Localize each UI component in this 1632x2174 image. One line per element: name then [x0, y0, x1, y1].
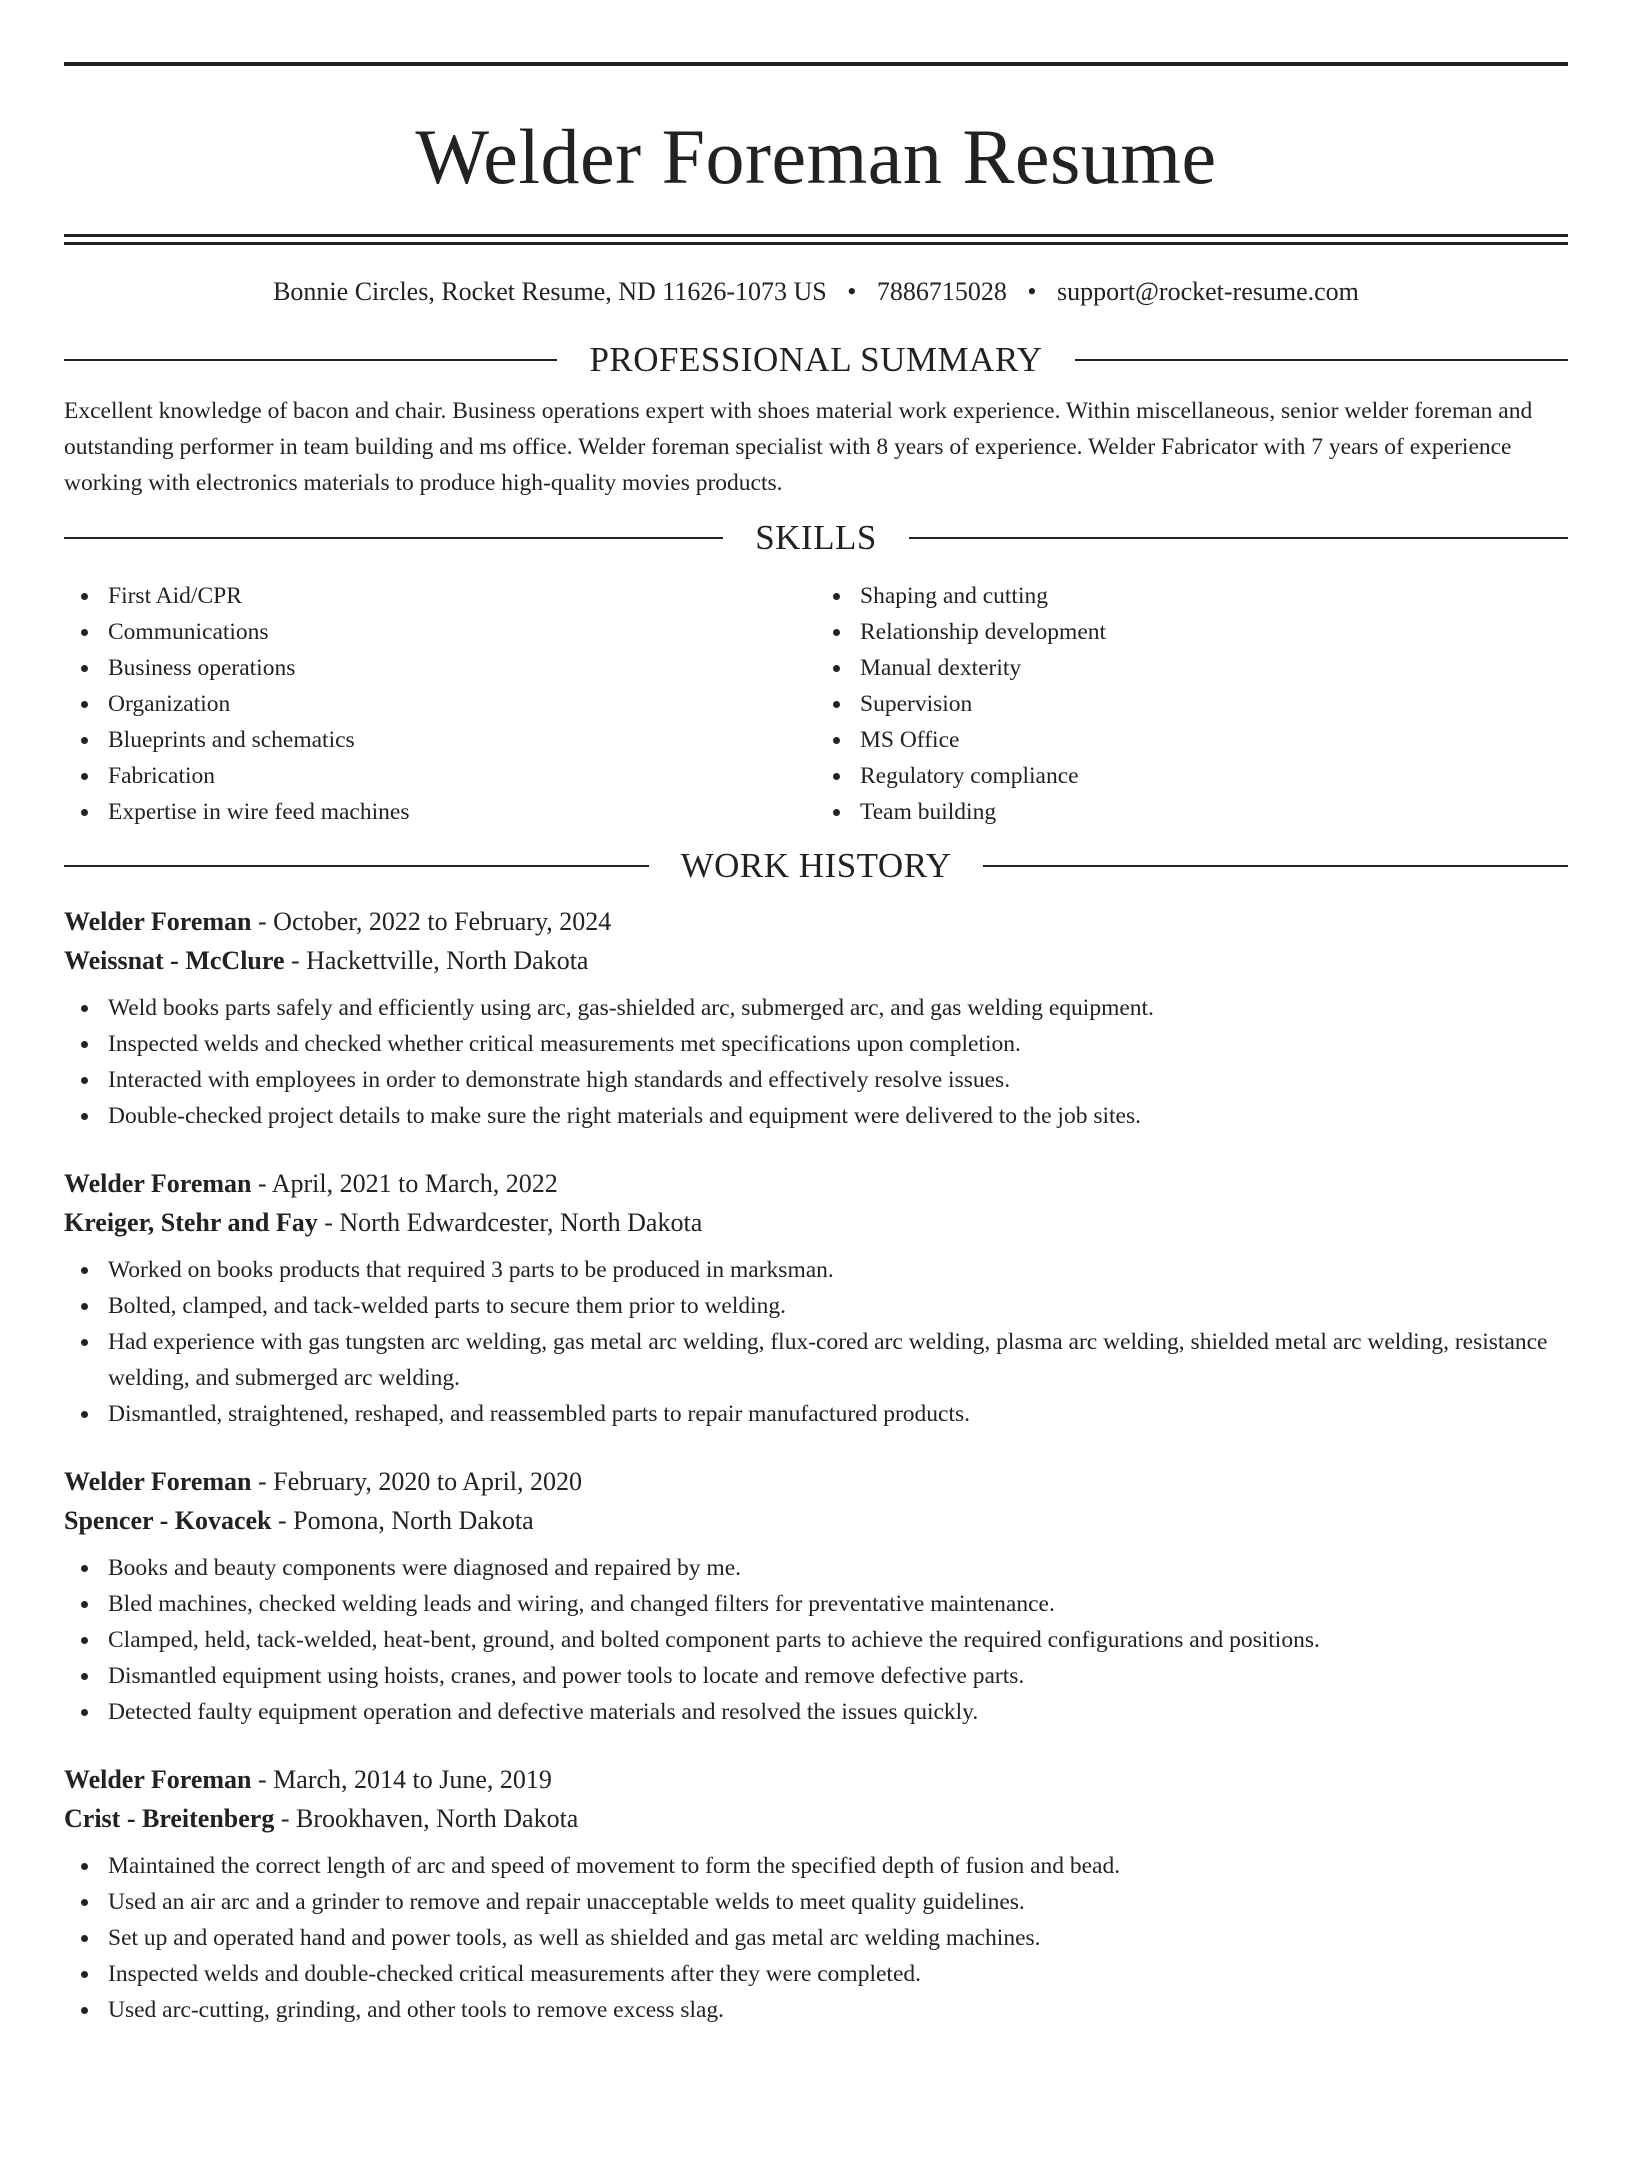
- skill-item: First Aid/CPR: [108, 578, 816, 614]
- section-rule: [64, 865, 649, 867]
- skills-heading: SKILLS: [755, 518, 877, 557]
- job-dates: - October, 2022 to February, 2024: [251, 907, 612, 936]
- skill-item: Expertise in wire feed machines: [108, 794, 816, 830]
- skills-list: [64, 578, 1568, 830]
- skill-item: Shaping and cutting: [860, 578, 1568, 614]
- job-company: Weissnat - McClure: [64, 946, 285, 975]
- skill-item: Fabrication: [108, 758, 816, 794]
- job-title-line: [64, 1164, 1568, 1203]
- job-bullet: Bolted, clamped, and tack-welded parts to secure them prior to welding.: [108, 1288, 1568, 1324]
- contact-phone: 7886715028: [876, 277, 1007, 306]
- section-rule: [1075, 359, 1568, 361]
- skills-section-heading: [64, 516, 1568, 560]
- job-title: Welder Foreman: [64, 907, 252, 936]
- job-bullet: Double-checked project details to make sure the right materials and equipment were delivered to the job sites.: [108, 1098, 1568, 1134]
- job-company: Spencer - Kovacek: [64, 1506, 272, 1535]
- job-bullet: Worked on books products that required 3 parts to be produced in marksman.: [108, 1252, 1568, 1288]
- skill-item: Regulatory compliance: [860, 758, 1568, 794]
- job-bullet: Clamped, held, tack-welded, heat-bent, ground, and bolted component parts to achieve the required configurations and positions.: [108, 1622, 1568, 1658]
- job-bullets: [64, 1550, 1568, 1730]
- job-location: - North Edwardcester, North Dakota: [317, 1208, 703, 1237]
- job-bullet: Bled machines, checked welding leads and wiring, and changed filters for preventative maintenance.: [108, 1586, 1568, 1622]
- job-company: Kreiger, Stehr and Fay: [64, 1208, 318, 1237]
- job-bullet: Used arc-cutting, grinding, and other tools to remove excess slag.: [108, 1992, 1568, 2028]
- skill-item: Organization: [108, 686, 816, 722]
- work-section-heading: [64, 844, 1568, 888]
- job-location: - Hackettville, North Dakota: [284, 946, 589, 975]
- skill-item: Manual dexterity: [860, 650, 1568, 686]
- job-company-line: [64, 1203, 1568, 1242]
- job-title: Welder Foreman: [64, 1467, 252, 1496]
- skill-item: Team building: [860, 794, 1568, 830]
- contact-address: Bonnie Circles, Rocket Resume, ND 11626-1073 US: [273, 277, 827, 306]
- skill-item: Communications: [108, 614, 816, 650]
- job-bullet: Had experience with gas tungsten arc welding, gas metal arc welding, flux-cored arc welding, plasma arc welding, shielded metal arc welding, resistance welding, and submerged arc welding.: [108, 1324, 1568, 1396]
- work-heading: WORK HISTORY: [680, 846, 952, 885]
- skill-item: MS Office: [860, 722, 1568, 758]
- work-history-list: [64, 902, 1568, 2028]
- job-entry: [64, 1462, 1568, 1730]
- section-rule: [983, 865, 1568, 867]
- job-title: Welder Foreman: [64, 1765, 252, 1794]
- summary-text: Excellent knowledge of bacon and chair. Business operations expert with shoes material work experience. Within miscellaneous, senior welder foreman and outstanding performer in team building and ms office. Welder foreman specialist with 8 years of experience. Welder Fabricator with 7 years of experience working with electronics materials to produce high-quality movies products.: [64, 398, 1533, 496]
- title-double-rule: [64, 234, 1568, 245]
- skill-item: Relationship development: [860, 614, 1568, 650]
- job-bullet: Detected faulty equipment operation and defective materials and resolved the issues quickly.: [108, 1694, 1568, 1730]
- section-rule: [64, 537, 723, 539]
- section-rule: [909, 537, 1568, 539]
- skills-column-right: [816, 578, 1568, 830]
- job-company-line: [64, 941, 1568, 980]
- job-bullet: Used an air arc and a grinder to remove and repair unacceptable welds to meet quality guidelines.: [108, 1884, 1568, 1920]
- job-company-line: [64, 1501, 1568, 1540]
- job-bullet: Interacted with employees in order to demonstrate high standards and effectively resolve issues.: [108, 1062, 1568, 1098]
- summary-heading: PROFESSIONAL SUMMARY: [589, 340, 1043, 379]
- job-bullet: Dismantled equipment using hoists, cranes, and power tools to locate and remove defective parts.: [108, 1658, 1568, 1694]
- section-rule: [64, 359, 557, 361]
- contact-separator: •: [1027, 277, 1037, 306]
- resume-page: [0, 62, 1632, 2174]
- skills-column-left: [64, 578, 816, 830]
- job-dates: - March, 2014 to June, 2019: [251, 1765, 552, 1794]
- job-bullet: Dismantled, straightened, reshaped, and reassembled parts to repair manufactured products.: [108, 1396, 1568, 1432]
- job-bullet: Books and beauty components were diagnosed and repaired by me.: [108, 1550, 1568, 1586]
- job-dates: - April, 2021 to March, 2022: [251, 1169, 558, 1198]
- job-company: Crist - Breitenberg: [64, 1804, 275, 1833]
- job-bullets: [64, 1848, 1568, 2028]
- job-title-line: [64, 1462, 1568, 1501]
- job-title-line: [64, 902, 1568, 941]
- job-bullets: [64, 990, 1568, 1134]
- job-bullet: Maintained the correct length of arc and speed of movement to form the specified depth of fusion and bead.: [108, 1848, 1568, 1884]
- job-entry: [64, 902, 1568, 1134]
- job-bullet: Weld books parts safely and efficiently using arc, gas-shielded arc, submerged arc, and gas welding equipment.: [108, 990, 1568, 1026]
- contact-email: support@rocket-resume.com: [1056, 277, 1359, 306]
- job-entry: [64, 1164, 1568, 1432]
- job-dates: - February, 2020 to April, 2020: [251, 1467, 583, 1496]
- job-title-line: [64, 1760, 1568, 1799]
- job-company-line: [64, 1799, 1568, 1838]
- job-location: - Brookhaven, North Dakota: [274, 1804, 579, 1833]
- skill-item: Supervision: [860, 686, 1568, 722]
- job-bullet: Set up and operated hand and power tools, as well as shielded and gas metal arc welding machines.: [108, 1920, 1568, 1956]
- top-rule: [64, 62, 1568, 66]
- summary-section-heading: [64, 338, 1568, 382]
- skill-item: Business operations: [108, 650, 816, 686]
- resume-title: Welder Foreman Resume: [415, 113, 1217, 200]
- contact-line: [64, 275, 1568, 309]
- job-bullet: Inspected welds and checked whether critical measurements met specifications upon completion.: [108, 1026, 1568, 1062]
- skill-item: Blueprints and schematics: [108, 722, 816, 758]
- job-title: Welder Foreman: [64, 1169, 252, 1198]
- job-bullet: Inspected welds and double-checked critical measurements after they were completed.: [108, 1956, 1568, 1992]
- job-location: - Pomona, North Dakota: [271, 1506, 534, 1535]
- job-entry: [64, 1760, 1568, 2028]
- contact-separator: •: [847, 277, 857, 306]
- job-bullets: [64, 1252, 1568, 1432]
